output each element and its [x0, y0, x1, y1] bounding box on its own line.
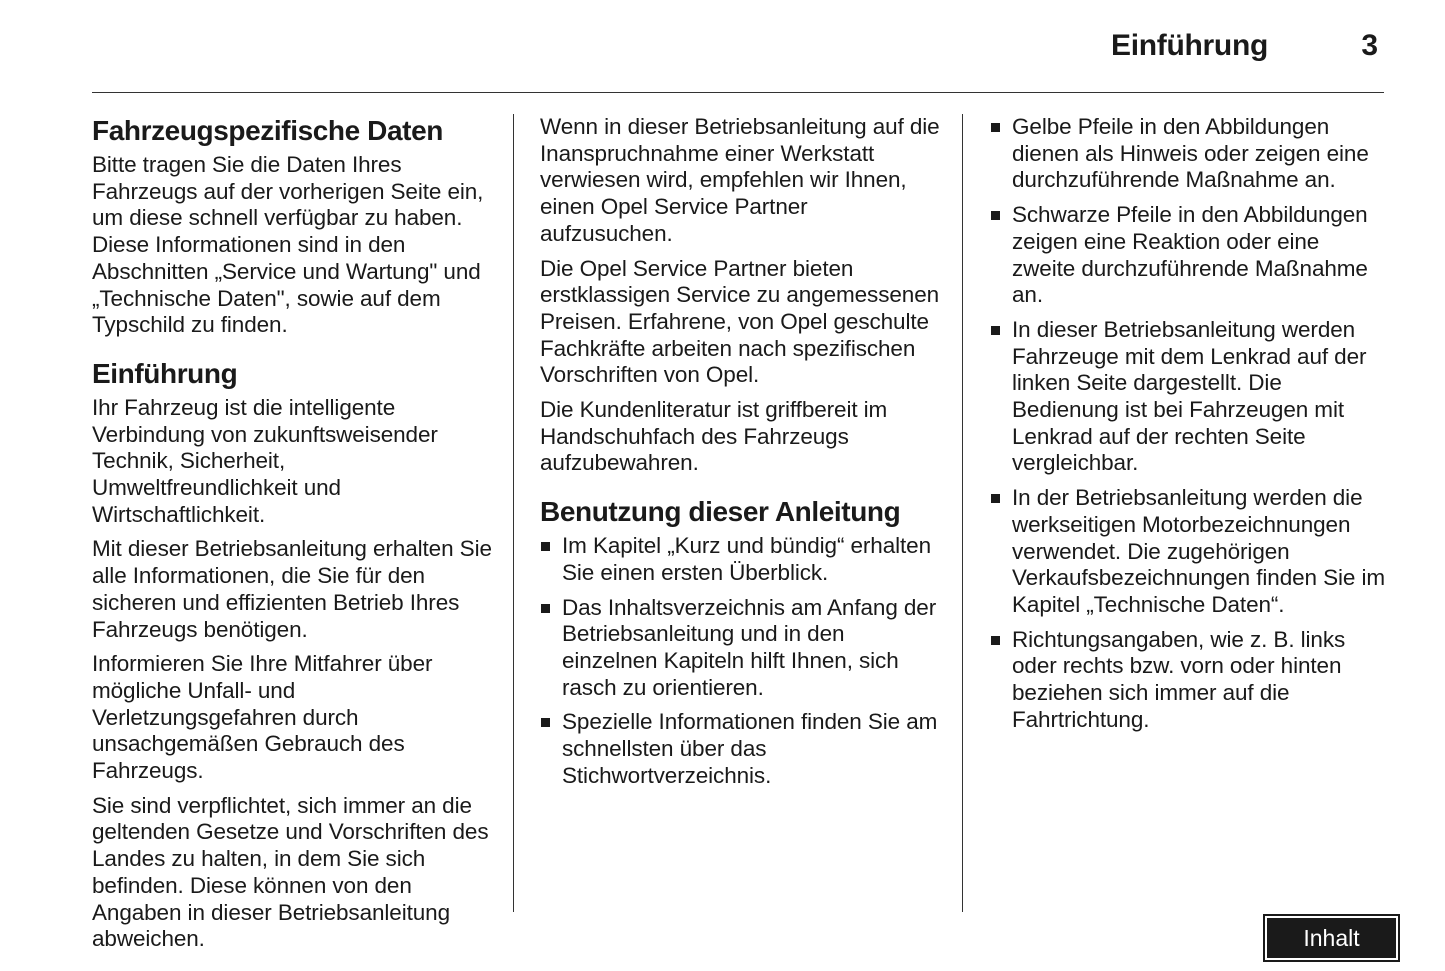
contents-button[interactable]: Inhalt — [1263, 914, 1400, 962]
bullet-list — [990, 114, 1385, 733]
running-title: Einführung — [1111, 29, 1268, 62]
page-number: 3 — [1361, 29, 1378, 62]
list-item: Im Kapitel „Kurz und bündig“ erhalten Sie einen ersten Überblick. — [540, 533, 942, 586]
list-item: In dieser Betriebsanleitung werden Fahrzeuge mit dem Lenkrad auf der linken Seite dargestellt. Die Bedienung ist bei Fahrzeugen mit Lenkrad auf der rechten Seite vergleichbar. — [990, 317, 1385, 477]
paragraph: Informieren Sie Ihre Mitfahrer über mögliche Unfall- und Verletzungsgefahren durch unsachgemäßen Gebrauch des Fahrzeugs. — [92, 651, 433, 784]
column-divider — [962, 114, 963, 912]
section-werkstatt — [540, 114, 942, 477]
bullet-list — [540, 533, 942, 789]
column-2 — [540, 114, 942, 807]
column-3 — [990, 114, 1385, 741]
list-item: Gelbe Pfeile in den Abbildungen dienen als Hinweis oder zeigen eine durchzuführende Maßnahme an. — [990, 114, 1385, 194]
paragraph: Mit dieser Betriebsanleitung erhalten Sie alle Informationen, die Sie für den sicheren und effizienten Betrieb Ihres Fahrzeugs benötigen. — [92, 536, 492, 642]
section-heading: Einführung — [92, 357, 238, 389]
section-heading: Benutzung dieser Anleitung — [540, 496, 901, 528]
paragraph: Bitte tragen Sie die Daten Ihres Fahrzeugs auf der vorherigen Seite ein, um diese schnell verfügbar zu haben. Diese Informationen sind in den Abschnitten „Service und Wartung" und „Technische Daten", sowie auf dem Typschild zu finden. — [92, 152, 484, 338]
section-benutzung — [540, 495, 942, 789]
square-bullet-icon — [991, 211, 1000, 220]
square-bullet-icon — [541, 542, 550, 551]
paragraph: Sie sind verpflichtet, sich immer an die geltenden Gesetze und Vorschriften des Landes zu halten, in dem Sie sich befinden. Diese können von den Angaben in dieser Betriebsanleitung abweichen. — [92, 792, 489, 952]
list-item: Das Inhaltsverzeichnis am Anfang der Betriebsanleitung und in den einzelnen Kapiteln hilft Ihnen, sich rasch zu orientieren. — [540, 595, 942, 702]
list-item: Spezielle Informationen finden Sie am schnellsten über das Stichwortverzeichnis. — [540, 709, 942, 789]
square-bullet-icon — [991, 326, 1000, 335]
paragraph: Die Kundenliteratur ist griffbereit im Handschuhfach des Fahrzeugs aufzubewahren. — [540, 397, 888, 476]
square-bullet-icon — [541, 604, 550, 613]
column-1 — [92, 114, 492, 971]
paragraph: Die Opel Service Partner bieten erstklassigen Service zu angemessenen Preisen. Erfahrene, von Opel geschulte Fachkräfte arbeiten nach spezifischen Vorschriften von Opel. — [540, 255, 940, 388]
square-bullet-icon — [991, 123, 1000, 132]
square-bullet-icon — [991, 494, 1000, 503]
page-header — [92, 0, 1384, 93]
list-item: Schwarze Pfeile in den Abbildungen zeigen eine Reaktion oder eine zweite durchzuführende Maßnahme an. — [990, 202, 1385, 309]
section-heading: Fahrzeugspezifische Daten — [92, 115, 443, 146]
square-bullet-icon — [541, 718, 550, 727]
list-item: In der Betriebsanleitung werden die werkseitigen Motorbezeichnungen verwendet. Die zugehörigen Verkaufsbezeichnungen finden Sie im Kapitel „Technische Daten“. — [990, 485, 1385, 619]
paragraph: Wenn in dieser Betriebsanleitung auf die Inanspruchnahme einer Werkstatt verwiesen wird, empfehlen wir Ihnen, einen Opel Service Partner aufzusuchen. — [540, 114, 940, 246]
list-item: Richtungsangaben, wie z. B. links oder rechts bzw. vorn oder hinten beziehen sich immer auf die Fahrtrichtung. — [990, 627, 1385, 734]
section-einfuehrung — [92, 357, 492, 953]
square-bullet-icon — [991, 636, 1000, 645]
paragraph: Ihr Fahrzeug ist die intelligente Verbindung von zukunftsweisender Technik, Sicherheit, Umweltfreundlichkeit und Wirtschaftlichkeit. — [92, 394, 438, 527]
section-fahrzeugspezifische-daten — [92, 114, 492, 339]
column-divider — [513, 114, 514, 912]
